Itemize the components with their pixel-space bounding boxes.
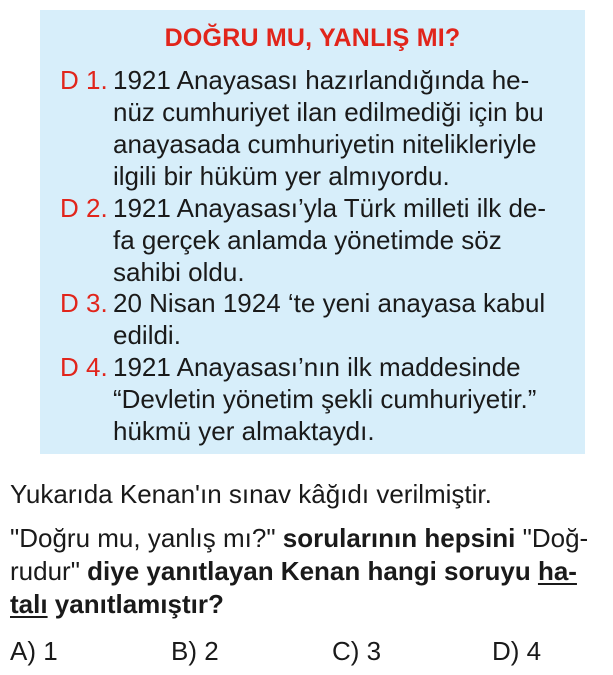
- question-text-underlined: talı: [10, 589, 48, 619]
- statement-line: 1921 Anayasası hazırlandığında he-: [113, 65, 530, 95]
- question-intro: Yukarıda Kenan'ın sınav kâğıdı verilmiştir.: [10, 479, 492, 509]
- statement-line: edildi.: [113, 320, 181, 350]
- option-b[interactable]: B) 2: [171, 636, 219, 666]
- statement-line: fa gerçek anlamda yönetimde söz: [113, 225, 502, 255]
- statement-line: nüz cumhuriyet ilan edilmediği için bu: [113, 97, 544, 127]
- statement-number: D 3.: [60, 288, 108, 318]
- option-d[interactable]: D) 4: [492, 636, 542, 666]
- statement-text: [113, 64, 583, 192]
- statement-line: 1921 Anayasası’yla Türk milleti ilk de-: [113, 193, 547, 223]
- statement-number: D 1.: [60, 65, 108, 95]
- statement-line: “Devletin yönetim şekli cumhuriyetir.”: [113, 384, 537, 414]
- true-false-box: [40, 10, 585, 454]
- statement-line: 1921 Anayasası’nın ilk maddesinde: [113, 352, 521, 382]
- statement-line: ilgili bir hüküm yer almıyordu.: [113, 161, 450, 191]
- statement-text: [113, 192, 583, 288]
- question-text: rudur": [10, 556, 80, 586]
- statement-number: D 2.: [60, 193, 108, 223]
- statement-line: hükmü yer almaktaydı.: [113, 416, 375, 446]
- statement-text: [113, 351, 583, 447]
- statement-number: D 4.: [60, 352, 108, 382]
- question-text: "Doğ-: [515, 523, 589, 553]
- statement-line: anayasada cumhuriyetin nitelikleriyle: [113, 129, 537, 159]
- option-a[interactable]: A) 1: [10, 636, 58, 666]
- question-line-3: [10, 588, 224, 621]
- question-text-bold: diye yanıtlayan Kenan hangi soruyu: [79, 556, 538, 586]
- statement-line: sahibi oldu.: [113, 257, 245, 287]
- question-line-1: [10, 522, 588, 555]
- question-text-bold: yanıtlamıştır?: [47, 589, 224, 619]
- statement-text: [113, 287, 583, 351]
- question-text-bold: sorularının hepsini: [282, 523, 516, 553]
- question-text-underlined: ha-: [537, 556, 577, 586]
- option-c[interactable]: C) 3: [332, 636, 382, 666]
- box-title: DOĞRU MU, YANLIŞ MI?: [164, 24, 461, 52]
- question-text: "Doğru mu, yanlış mı?": [10, 523, 283, 553]
- question-line-2: [10, 555, 577, 588]
- statement-line: 20 Nisan 1924 ‘te yeni anayasa kabul: [113, 288, 546, 318]
